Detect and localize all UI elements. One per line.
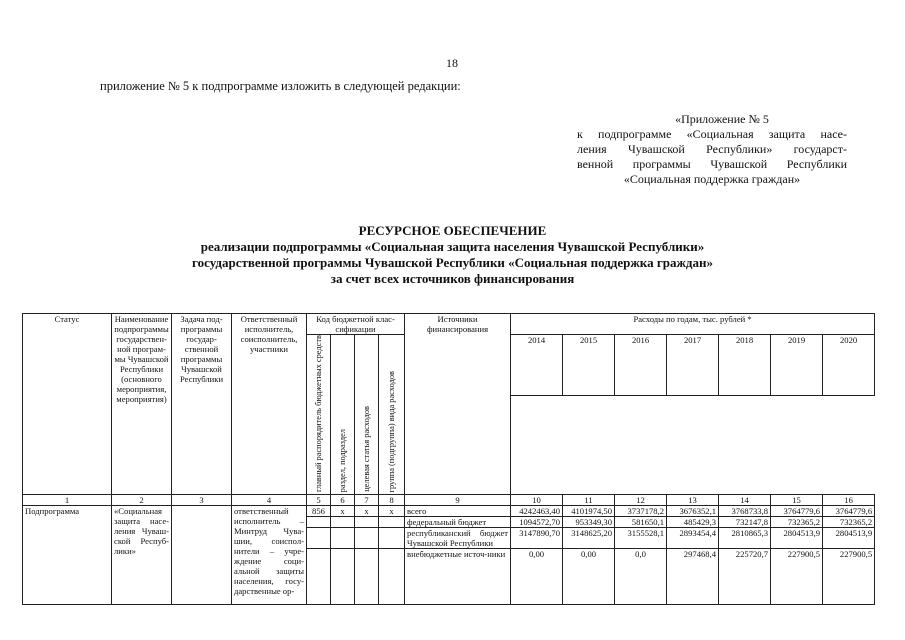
value-cell: 3676352,1 (667, 506, 719, 517)
header-code-col: целевая статья расходов (355, 335, 379, 495)
col-number: 16 (823, 495, 875, 506)
value-cell: 3148625,20 (563, 528, 615, 549)
source-name: внебюджетные источ-ники (405, 549, 511, 605)
row-name: «Социальная защита насе-ления Чуваш-ской Респуб-лики» (112, 506, 172, 605)
empty-code-cell (379, 517, 405, 528)
header-row (23, 314, 875, 335)
page-number: 18 (446, 56, 458, 70)
header-expenses: Расходы по годам, тыс. рублей * (511, 314, 875, 335)
empty-code-cell (331, 528, 355, 549)
header-year: 2014 (511, 335, 563, 396)
value-cell: 2804513,9 (771, 528, 823, 549)
value-cell: 4242463,40 (511, 506, 563, 517)
row-code: x (355, 506, 379, 517)
row-code: x (331, 506, 355, 517)
value-cell: 1094572,70 (511, 517, 563, 528)
header-year: 2020 (823, 335, 875, 396)
source-name: всего (405, 506, 511, 517)
col-number: 11 (563, 495, 615, 506)
row-code: x (379, 506, 405, 517)
header-task: Задача под-программы государ-ственной программы Чувашской Республики (172, 314, 232, 495)
header-code-col: группа (подгруппа) вида расходов (379, 335, 405, 495)
row-code: 856 (307, 506, 331, 517)
source-name: республиканский бюджет Чувашской Республики (405, 528, 511, 549)
value-cell: 485429,3 (667, 517, 719, 528)
value-cell: 227900,5 (771, 549, 823, 605)
empty-code-cell (331, 517, 355, 528)
col-number: 5 (307, 495, 331, 506)
value-cell: 3764779,6 (771, 506, 823, 517)
value-cell: 3768733,8 (719, 506, 771, 517)
empty-code-cell (355, 517, 379, 528)
col-number: 10 (511, 495, 563, 506)
row-task (172, 506, 232, 605)
header-sources: Источники финансирования (405, 314, 511, 495)
header-spacer (511, 396, 875, 495)
doc-subtitle: реализации подпрограммы «Социальная защита населения Чувашской Республики» (200, 239, 705, 254)
col-number: 4 (232, 495, 307, 506)
value-cell: 3764779,6 (823, 506, 875, 517)
value-cell: 2804513,9 (823, 528, 875, 549)
empty-code-cell (379, 528, 405, 549)
value-cell: 732365,2 (823, 517, 875, 528)
col-number: 14 (719, 495, 771, 506)
value-cell: 3155528,1 (615, 528, 667, 549)
appendix-line: «Приложение № 5 (675, 112, 769, 126)
col-number: 1 (23, 495, 112, 506)
row-status: Подпрограмма (23, 506, 112, 605)
header-executor: Ответственный исполнитель, соисполнитель, участники (232, 314, 307, 495)
empty-code-cell (307, 528, 331, 549)
col-number: 12 (615, 495, 667, 506)
column-number-row (23, 495, 875, 506)
header-budget-code: Код бюджетной клас-сификации (307, 314, 405, 335)
value-cell: 2810865,3 (719, 528, 771, 549)
col-number: 8 (379, 495, 405, 506)
header-year: 2015 (563, 335, 615, 396)
value-cell: 732365,2 (771, 517, 823, 528)
value-cell: 225720,7 (719, 549, 771, 605)
value-cell: 0,00 (511, 549, 563, 605)
col-number: 9 (405, 495, 511, 506)
appendix-line: венной программы Чувашской Республики (577, 157, 847, 171)
value-cell: 732147,8 (719, 517, 771, 528)
value-cell: 227900,5 (823, 549, 875, 605)
value-cell: 0,00 (563, 549, 615, 605)
col-number: 13 (667, 495, 719, 506)
col-number: 2 (112, 495, 172, 506)
doc-subtitle: за счет всех источников финансирования (330, 271, 575, 286)
header-year: 2018 (719, 335, 771, 396)
value-cell: 2893454,4 (667, 528, 719, 549)
empty-code-cell (355, 528, 379, 549)
empty-code-cell (307, 549, 331, 605)
empty-code-cell (355, 549, 379, 605)
appendix-line: к подпрограмме «Социальная защита насе- (577, 127, 847, 141)
table-row (23, 506, 875, 517)
empty-code-cell (379, 549, 405, 605)
appendix-line: ления Чувашской Республики» государст- (577, 142, 847, 156)
empty-code-cell (307, 517, 331, 528)
value-cell: 3147890,70 (511, 528, 563, 549)
empty-code-cell (331, 549, 355, 605)
doc-subtitle: государственной программы Чувашской Республики «Социальная поддержка граждан» (192, 255, 713, 270)
value-cell: 297468,4 (667, 549, 719, 605)
col-number: 15 (771, 495, 823, 506)
header-code-col: раздел, подраздел (331, 335, 355, 495)
doc-title: РЕСУРСНОЕ ОБЕСПЕЧЕНИЕ (358, 223, 547, 238)
value-cell: 581650,1 (615, 517, 667, 528)
header-name: Наименование подпрограммы государствен-ной програм-мы Чувашской Республики (основного мероприятия, мероприятия) (112, 314, 172, 495)
appendix-note (577, 112, 847, 187)
appendix-line: «Социальная поддержка граждан» (623, 172, 801, 186)
value-cell: 953349,30 (563, 517, 615, 528)
source-name: федеральный бюджет (405, 517, 511, 528)
value-cell: 3737178,2 (615, 506, 667, 517)
header-status: Статус (23, 314, 112, 495)
row-executor: ответственный исполнитель – Минтруд Чува-шии, соиспол-нители – учре-ждение соци-альной защиты населения, госу-дарственные ор- (232, 506, 307, 605)
resource-table (22, 313, 875, 605)
header-code-col: главный распорядитель бюджетных средств (307, 335, 331, 495)
header-year: 2016 (615, 335, 667, 396)
col-number: 6 (331, 495, 355, 506)
col-number: 7 (355, 495, 379, 506)
intro-text: приложение № 5 к подпрограмме изложить в следующей редакции: (100, 79, 461, 93)
col-number: 3 (172, 495, 232, 506)
value-cell: 0,0 (615, 549, 667, 605)
header-year: 2017 (667, 335, 719, 396)
header-year: 2019 (771, 335, 823, 396)
value-cell: 4101974,50 (563, 506, 615, 517)
